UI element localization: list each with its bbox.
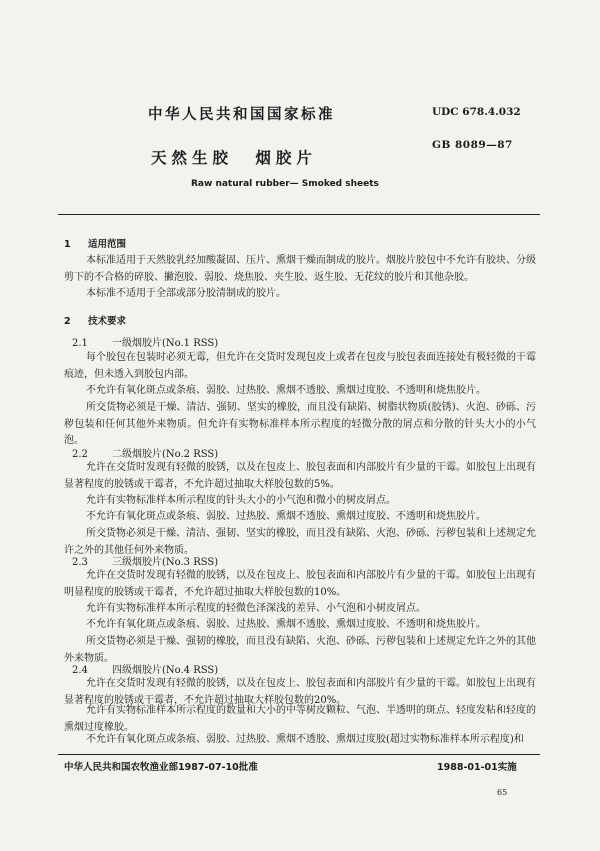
subsection-heading bbox=[72, 334, 218, 349]
paragraph: 本标准适用于天然胶乳经加酸凝固、压片、熏烟干燥而制成的胶片。烟胶片胶包中不允许有胶块、分级剪下的不合格的碎胶、撇泡胶、弱胶、烧焦胶、夹生胶、返生胶、无花纹的胶片和其他杂胶。 bbox=[64, 255, 536, 283]
subsection-heading bbox=[72, 661, 218, 676]
subsection-heading bbox=[72, 553, 218, 568]
paragraph: 允许有实物标准样本所示程度的针头大小的小气泡和微小的树皮屑点。 bbox=[86, 495, 396, 506]
paragraph: 本标准不适用于全部或部分胶清制成的胶片。 bbox=[86, 288, 286, 299]
paragraph: 允许在交货时发现有轻微的胶锈，以及在包皮上、胶包表面和内部胶片有少量的干霉。如胶包上出现有显著程度的胶锈或干霉者，不允许超过抽取大样胶包数的20%。 bbox=[64, 678, 536, 706]
subsection-number: 2.4 bbox=[72, 665, 88, 676]
paragraph: 允许有实物标准样本所示程度的轻微色泽深浅的差异、小气泡和小树皮屑点。 bbox=[86, 603, 426, 614]
section-number: 2 bbox=[64, 316, 71, 327]
udc-code: UDC 678.4.032 bbox=[432, 106, 521, 118]
section-title: 技术要求 bbox=[88, 316, 127, 327]
page-number: 65 bbox=[497, 788, 508, 797]
paragraph: 允许有实物标准样本所示程度的数量和大小的中等树皮颗粒、气泡、半透明的斑点、轻度发粘和轻度的熏烟过度橡胶。 bbox=[64, 705, 536, 733]
paragraph: 所交货物必须是干燥、强韧的橡胶，而且没有缺陷、火泡、砂砾、污秽包装和上述规定允许之外的其他外来物质。 bbox=[64, 636, 536, 664]
document-english-title: Raw natural rubber— Smoked sheets bbox=[191, 179, 379, 189]
subsection-number: 2.3 bbox=[72, 557, 88, 568]
paragraph: 不允许有氧化斑点或条痕、弱胶、过热胶、熏烟不透胶、熏烟过度胶、不透明和烧焦胶片。 bbox=[86, 385, 486, 396]
paragraph: 允许在交货时发现有轻微的胶锈，以及在包皮上、胶包表面和内部胶片有少量的干霉。如胶包上出现有显著程度的胶锈或干霉者，不允许超过抽取大样胶包数的5%。 bbox=[64, 462, 536, 490]
header-divider bbox=[58, 214, 540, 215]
subsection-title: 三级烟胶片(No.3 RSS) bbox=[112, 557, 219, 568]
section-heading bbox=[64, 236, 126, 250]
paragraph: 所交货物必须是干燥、清洁、强韧、坚实的橡胶，而且没有缺陷、树脂状物质(胶锈)、火泡、砂砾、污秽包装和任何其他外来物质。但允许有实物标准样本所示程度的轻微分散的屑点和分散的针头大小的小气泡。 bbox=[64, 402, 536, 447]
paragraph: 所交货物必须是干燥、清洁、强韧、坚实的橡胶，而且没有缺陷、火泡、砂砾、污秽包装和上述规定允许之外的其他任何外来物质。 bbox=[64, 528, 536, 556]
standard-title: 中华人民共和国国家标准 bbox=[148, 107, 335, 123]
subsection-heading bbox=[72, 445, 218, 460]
footer-divider bbox=[58, 754, 540, 755]
paragraph: 不允许有氧化斑点或条痕、弱胶、过热胶、熏烟不透胶、熏烟过度胶、不透明和烧焦胶片。 bbox=[86, 619, 486, 630]
subsection-title: 二级烟胶片(No.2 RSS) bbox=[112, 449, 219, 460]
subsection-number: 2.2 bbox=[72, 449, 88, 460]
implementation-date: 1988-01-01实施 bbox=[437, 762, 517, 773]
gb-code: GB 8089—87 bbox=[432, 139, 513, 151]
paragraph: 不允许有氧化斑点或条痕、弱胶、过热胶、熏烟不透胶、熏烟过度胶(超过实物标准样本所示程度)和 bbox=[86, 734, 524, 745]
subsection-title: 一级烟胶片(No.1 RSS) bbox=[112, 338, 219, 349]
paragraph: 允许在交货时发现有轻微的胶锈，以及在包皮上、胶包表面和内部胶片有少量的干霉。如胶包上出现有明显程度的胶锈或干霉者，不允许超过抽取大样胶包数的10%。 bbox=[64, 570, 536, 598]
section-title: 适用范围 bbox=[88, 239, 127, 250]
approval-line: 中华人民共和国农牧渔业部1987-07-10批准 bbox=[64, 762, 258, 773]
paragraph: 不允许有氧化斑点或条痕、弱胶、过热胶、熏烟不透胶、熏烟过度胶、不透明和烧焦胶片。 bbox=[86, 511, 486, 522]
paragraph: 每个胶包在包装时必须无霉，但允许在交货时发现包皮上或者在包皮与胶包表面连接处有极轻微的干霉痕迹，但未透入到胶包内部。 bbox=[64, 352, 536, 380]
subsection-title: 四级烟胶片(No.4 RSS) bbox=[112, 665, 219, 676]
section-heading bbox=[64, 313, 126, 327]
section-number: 1 bbox=[64, 239, 71, 250]
subsection-number: 2.1 bbox=[72, 338, 88, 349]
document-title: 天然生胶 烟胶片 bbox=[151, 149, 317, 167]
